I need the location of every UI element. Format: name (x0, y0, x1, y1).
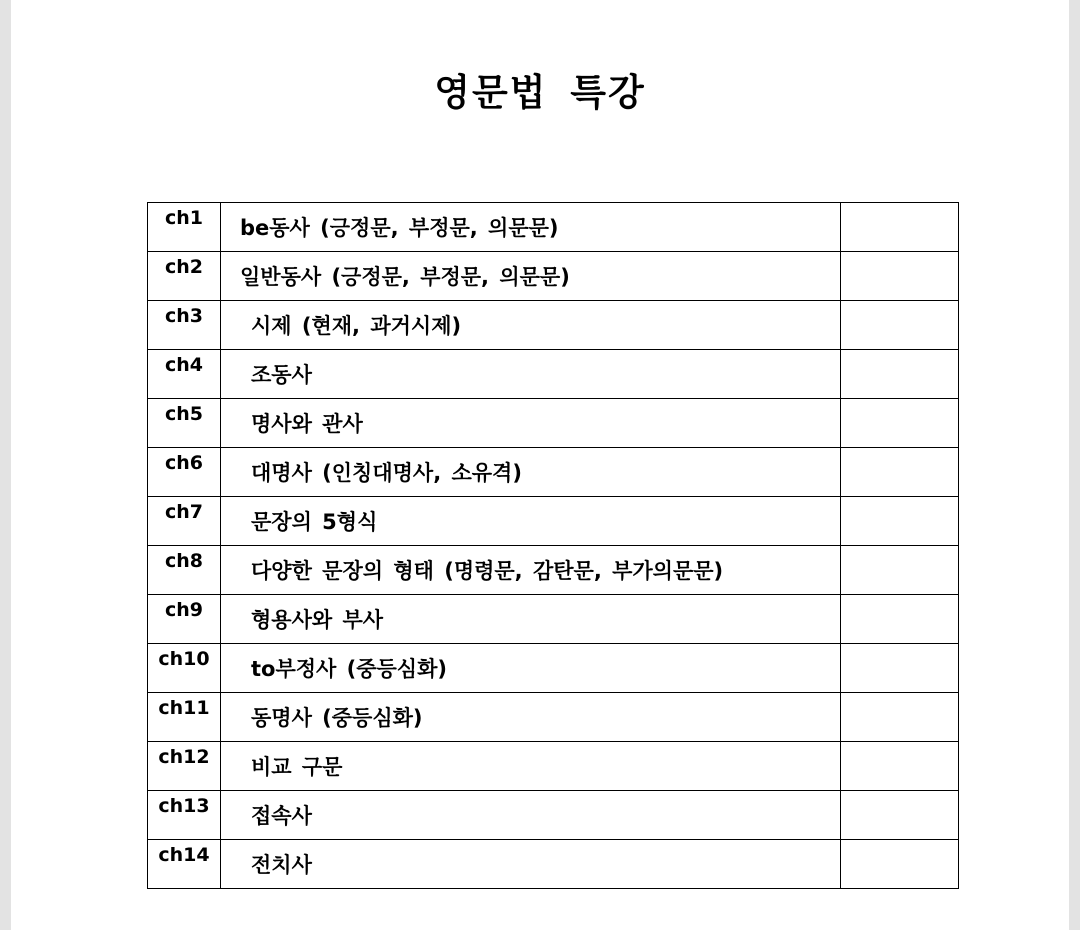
table-row (148, 791, 959, 840)
chapter-check-cell (841, 203, 959, 252)
table-row (148, 840, 959, 889)
chapter-title: 시제 (현재, 과거시제) (221, 301, 841, 350)
chapter-check-cell (841, 693, 959, 742)
chapter-title: 대명사 (인칭대명사, 소유격) (221, 448, 841, 497)
chapter-number: ch10 (148, 644, 221, 693)
chapter-title: be동사 (긍정문, 부정문, 의문문) (221, 203, 841, 252)
chapter-number: ch8 (148, 546, 221, 595)
table-row (148, 693, 959, 742)
table-row (148, 448, 959, 497)
chapter-number: ch11 (148, 693, 221, 742)
chapter-check-cell (841, 399, 959, 448)
chapter-number: ch6 (148, 448, 221, 497)
table-row (148, 350, 959, 399)
chapter-check-cell (841, 350, 959, 399)
chapter-number: ch5 (148, 399, 221, 448)
chapter-number: ch12 (148, 742, 221, 791)
chapter-check-cell (841, 742, 959, 791)
chapter-title: 다양한 문장의 형태 (명령문, 감탄문, 부가의문문) (221, 546, 841, 595)
chapter-title: 조동사 (221, 350, 841, 399)
chapter-number: ch3 (148, 301, 221, 350)
table-row (148, 644, 959, 693)
table-row (148, 301, 959, 350)
chapter-title: 형용사와 부사 (221, 595, 841, 644)
chapter-check-cell (841, 448, 959, 497)
table-row (148, 595, 959, 644)
table-row (148, 399, 959, 448)
chapter-title: to부정사 (중등심화) (221, 644, 841, 693)
table-row (148, 203, 959, 252)
chapter-number: ch9 (148, 595, 221, 644)
chapter-check-cell (841, 497, 959, 546)
chapter-number: ch14 (148, 840, 221, 889)
chapter-check-cell (841, 840, 959, 889)
table-row (148, 497, 959, 546)
chapter-title: 명사와 관사 (221, 399, 841, 448)
chapter-check-cell (841, 546, 959, 595)
chapter-title: 문장의 5형식 (221, 497, 841, 546)
table-row (148, 546, 959, 595)
chapter-number: ch1 (148, 203, 221, 252)
chapter-table (147, 202, 959, 889)
chapter-number: ch7 (148, 497, 221, 546)
document-title: 영문법 특강 (434, 71, 646, 114)
chapter-number: ch2 (148, 252, 221, 301)
chapter-title: 전치사 (221, 840, 841, 889)
chapter-number: ch13 (148, 791, 221, 840)
chapter-number: ch4 (148, 350, 221, 399)
table-row (148, 742, 959, 791)
chapter-check-cell (841, 595, 959, 644)
chapter-check-cell (841, 252, 959, 301)
chapter-title: 비교 구문 (221, 742, 841, 791)
chapter-title: 일반동사 (긍정문, 부정문, 의문문) (221, 252, 841, 301)
document-page (11, 0, 1069, 930)
chapter-title: 접속사 (221, 791, 841, 840)
chapter-check-cell (841, 791, 959, 840)
chapter-title: 동명사 (중등심화) (221, 693, 841, 742)
table-row (148, 252, 959, 301)
chapter-check-cell (841, 301, 959, 350)
chapter-check-cell (841, 644, 959, 693)
